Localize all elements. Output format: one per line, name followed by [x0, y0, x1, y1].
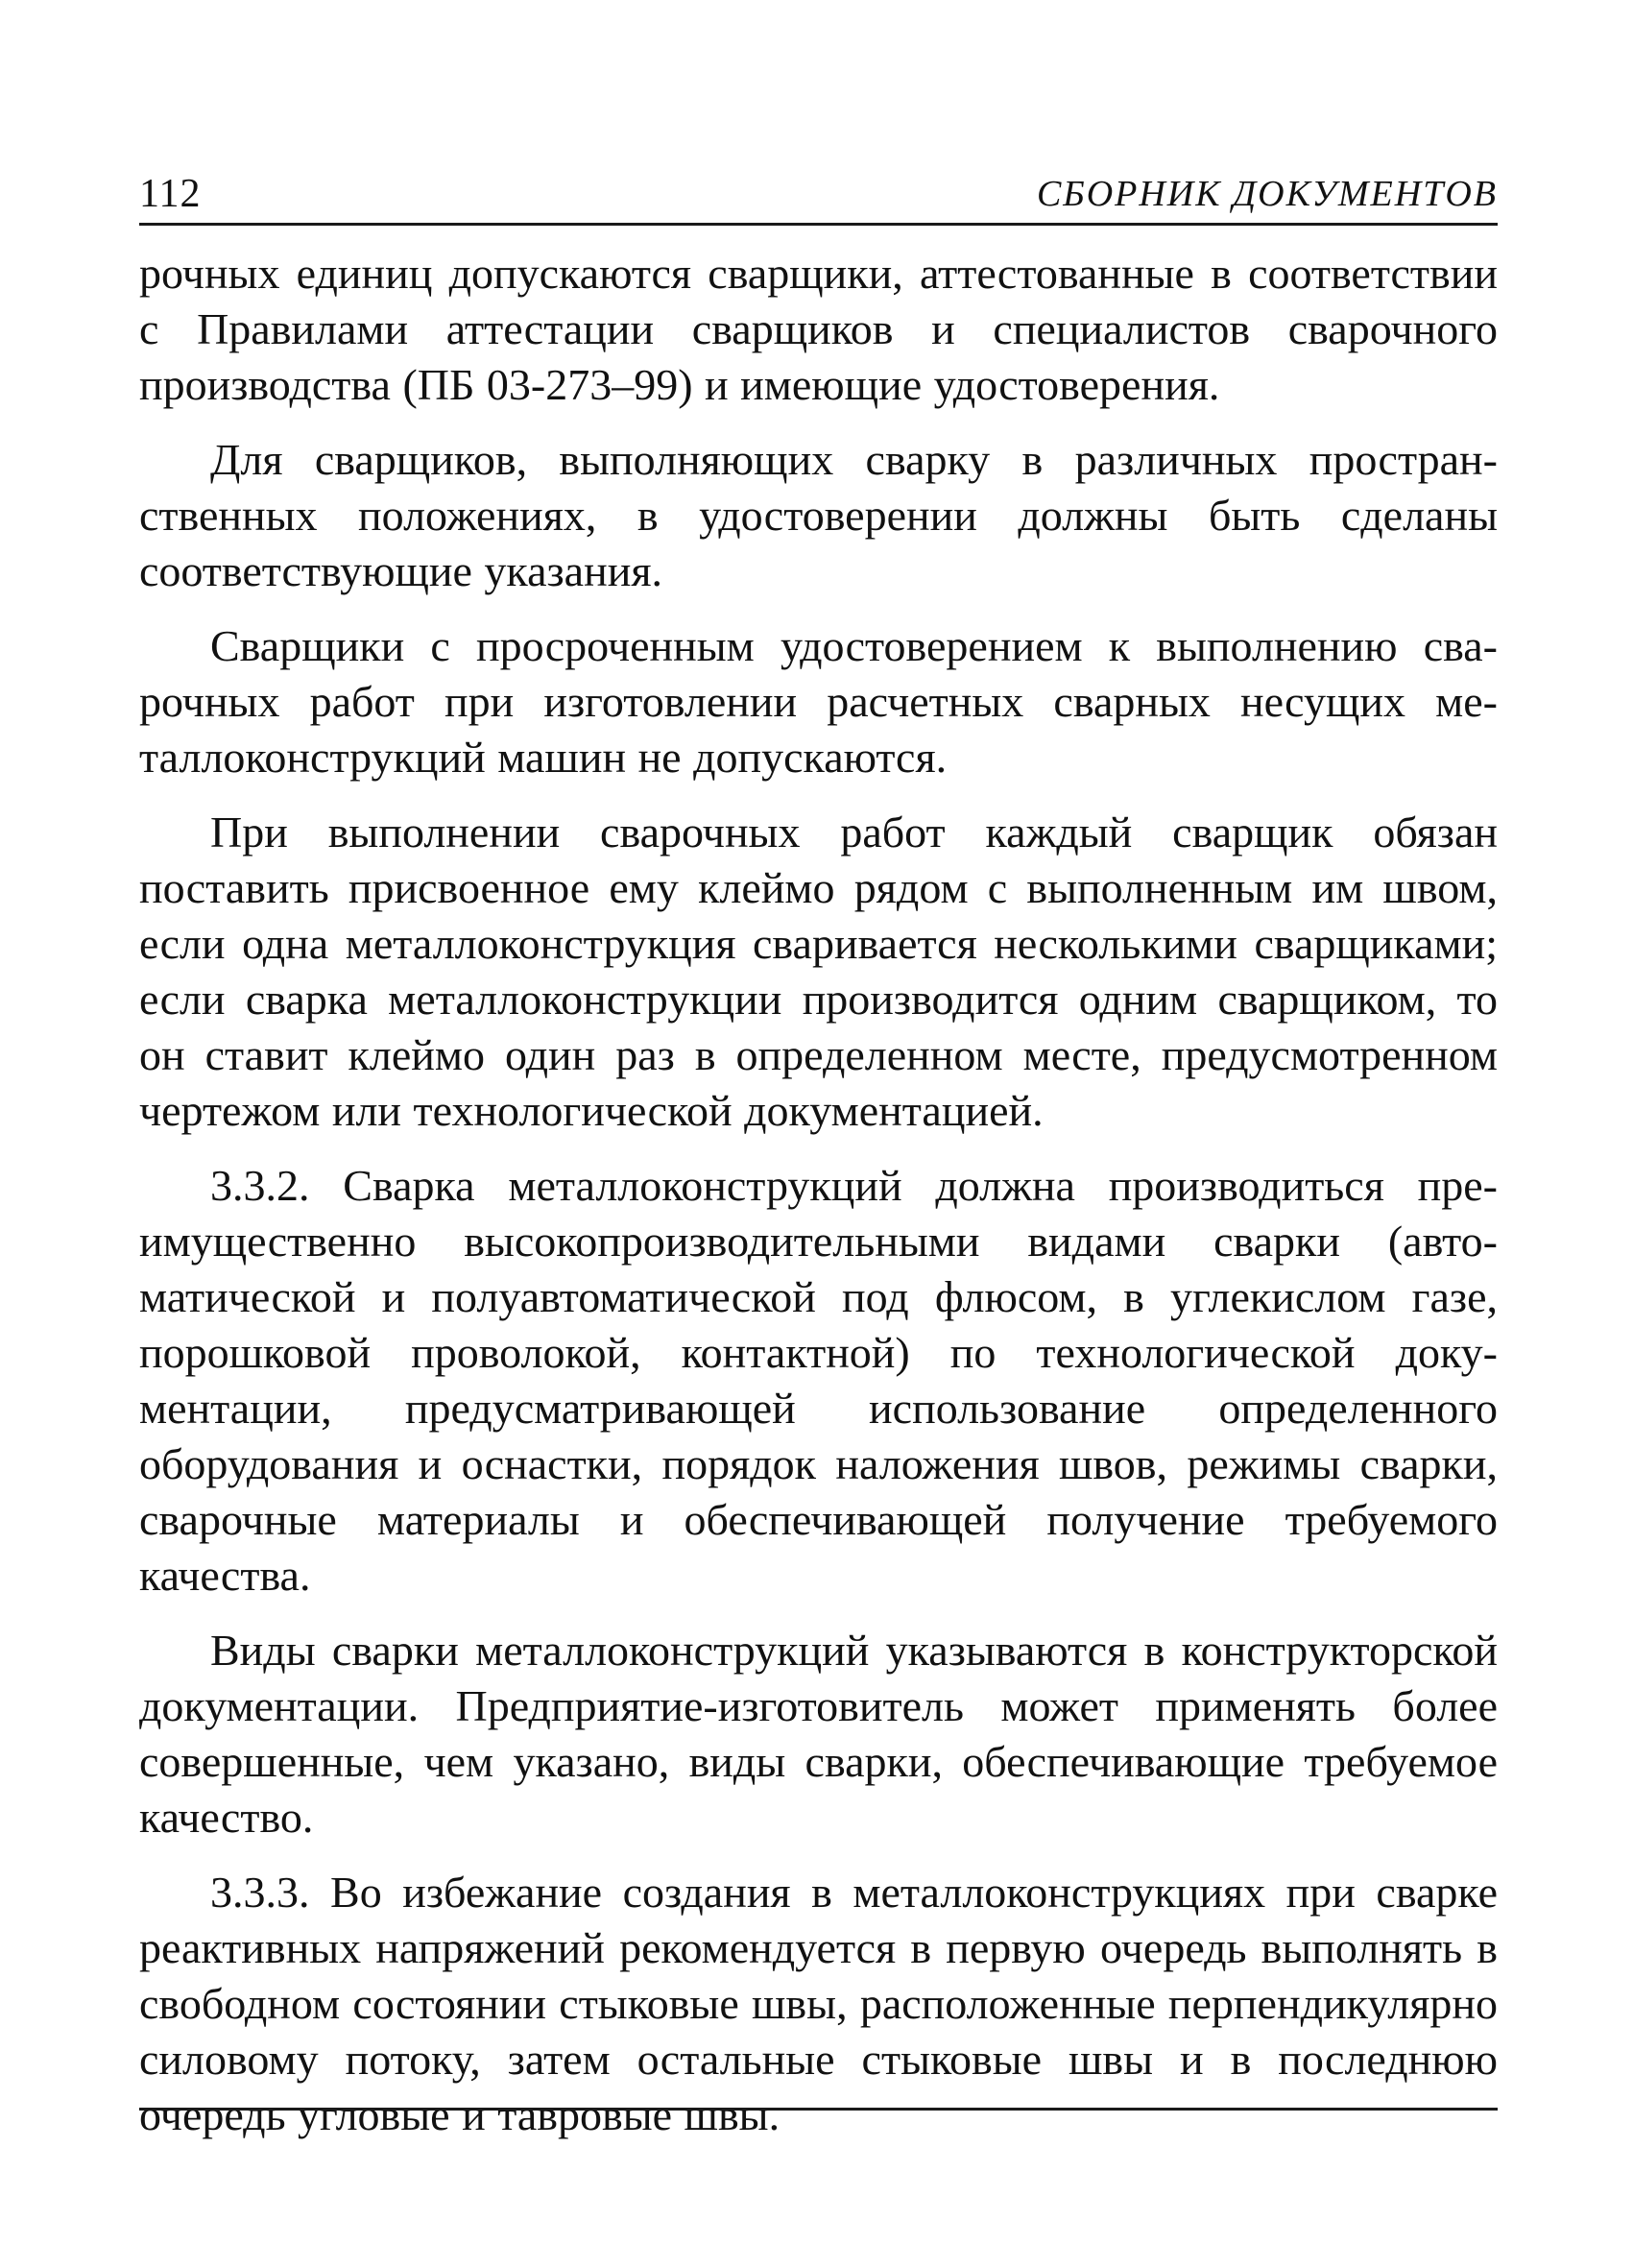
paragraph: Виды сварки металлоконструкций указываются в конструкторской документации. Предприятие-изготовитель может применять более совершенные, чем указано, виды сварки, обеспечивающие требуемое качество.	[139, 1626, 1498, 1842]
paragraph: Сварщики с просроченным удостоверением к выполнению сварочных работ при изготовлении расчетных сварных несущих металлоконструкций машин не допускаются.	[139, 621, 1498, 782]
paragraph-continuation: рочных единиц допускаются сварщики, аттестованные в соответствии с Правилами аттестации сварщиков и специалистов сварочного производства (ПБ 03-273–99) и имеющие удостоверения.	[139, 249, 1498, 409]
page-header	[139, 163, 1498, 226]
page-number: 112	[139, 172, 202, 216]
footer-divider	[139, 2108, 1498, 2111]
running-title: СБОРНИК ДОКУМЕНТОВ	[1036, 174, 1498, 214]
paragraph-section-3-3-3: 3.3.3. Во избежание создания в металлоконструкциях при сварке реактивных напряжений рекомендуется в первую очередь выполнять в свободном состоянии стыковые швы, расположенные перпендикулярно силовому потоку, затем остальные стыковые швы и в последнюю очередь угловые и тавровые швы.	[139, 1868, 1498, 2139]
paragraph: Для сварщиков, выполняющих сварку в различных пространственных положениях, в удостоверении должны быть сделаны соответствующие указания.	[139, 435, 1498, 595]
body-text	[139, 246, 1498, 2162]
paragraph: При выполнении сварочных работ каждый сварщик обязан поставить присвоенное ему клеймо рядом с выполненным им швом, если одна металлоконструкция сваривается несколькими сварщиками; если сварка металлоконструкции производится одним сварщиком, то он ставит клеймо один раз в определенном месте, предусмотренном чертежом или технологической документацией.	[139, 808, 1498, 1135]
paragraph-section-3-3-2: 3.3.2. Сварка металлоконструкций должна производиться преимущественно высокопроизводительными видами сварки (автоматической и полуавтоматической под флюсом, в углекислом газе, порошковой проволокой, контактной) по технологической документации, предусматривающей использование определенного оборудования и оснастки, порядок наложения швов, режимы сварки, сварочные материалы и обеспечивающей получение требуемого качества.	[139, 1161, 1498, 1600]
